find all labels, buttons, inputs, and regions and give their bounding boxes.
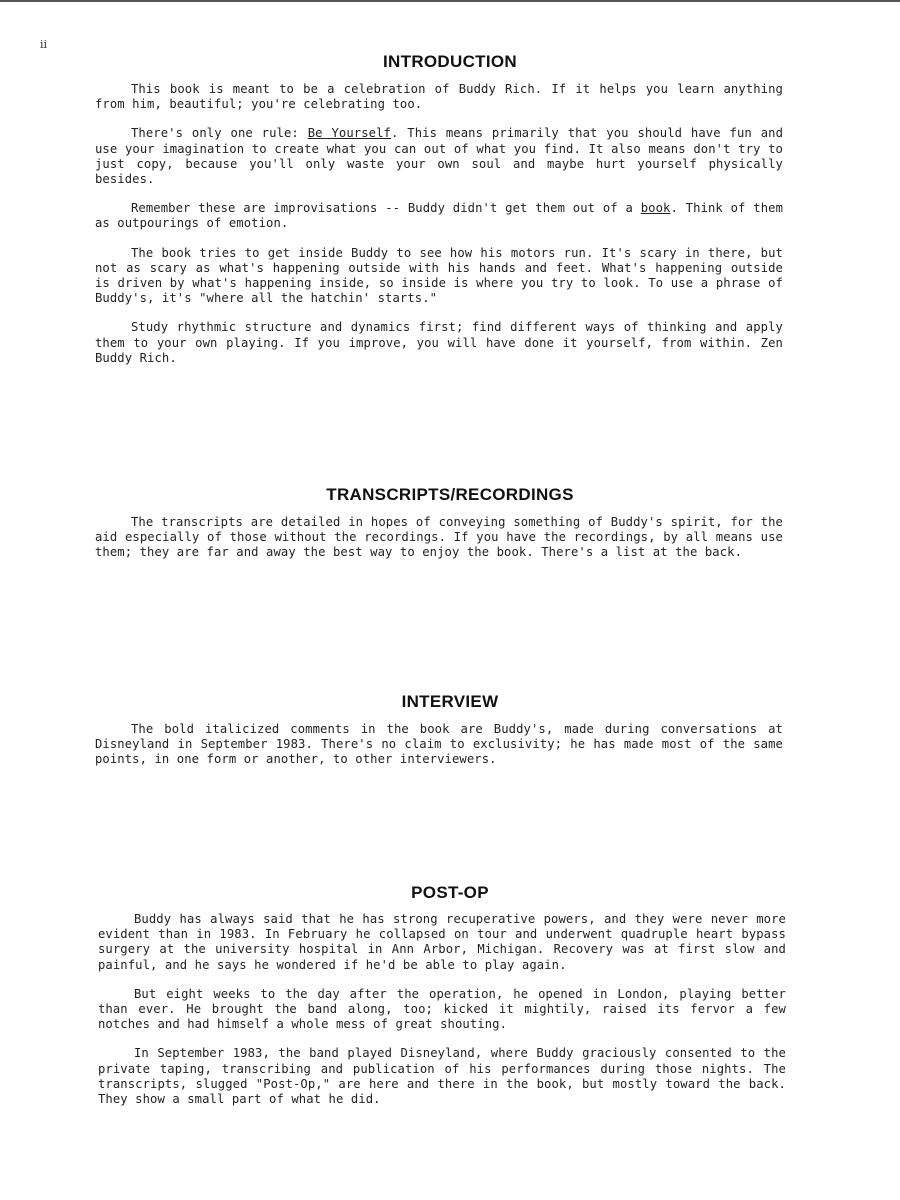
transcripts-recordings-heading: TRANSCRIPTS/RECORDINGS [326, 485, 574, 504]
transcripts-recordings-section [95, 515, 783, 575]
introduction-paragraph-3 [95, 201, 783, 231]
post-op-section [98, 912, 786, 1121]
introduction-section [95, 82, 783, 380]
introduction-paragraph-1: This book is meant to be a celebration of Buddy Rich. If it helps you learn anything from him, beautiful; you're celebrating too. [95, 82, 783, 112]
post-op-heading: POST-OP [411, 883, 489, 902]
introduction-paragraph-3-rest: . Think of them as outpourings of emotion. [95, 201, 784, 231]
introduction-paragraph-3-start: Remember these are improvisations -- Buddy didn't get them out of a [131, 201, 641, 216]
book-underlined: book [640, 201, 671, 216]
post-op-paragraph-2: But eight weeks to the day after the operation, he opened in London, playing better than ever. He brought the band along, too; kicked it mightily, raised its fervor a few notches and had himself a whole mess of great shouting. [98, 986, 786, 1032]
post-op-paragraph-3: In September 1983, the band played Disneyland, where Buddy graciously consented to the private taping, transcribing and publication of his performances during those nights. The transcripts, slugged "Post-Op," are here and there in the book, but mostly toward the back. They show a small part of what he did. [98, 1046, 786, 1107]
interview-paragraph-1: The bold italicized comments in the book are Buddy's, made during conversations at Disneyland in September 1983. There's no claim to exclusivity; he has made most of the same points, in one form or another, to other interviewers. [95, 722, 783, 767]
interview-section [95, 722, 783, 782]
page-number: ii [40, 38, 48, 51]
introduction-paragraph-4: The book tries to get inside Buddy to see how his motors run. It's scary in there, but not as scary as what's happening outside with his hands and feet. What's happening outside is driven by what's happening inside, so inside is where you try to look. To use a phrase of Buddy's, it's "where all the hatchin' starts." [95, 245, 783, 306]
be-yourself-underlined: Be Yourself [307, 126, 391, 141]
introduction-paragraph-2 [95, 126, 783, 187]
post-op-paragraph-1: Buddy has always said that he has strong recuperative powers, and they were never more evident than in 1983. In February he collapsed on tour and underwent quadruple heart bypass surgery at the university hospital in Ann Arbor, Michigan. Recovery was at first slow and painful, and he says he wondered if he'd be able to play again. [98, 912, 786, 972]
transcripts-paragraph-1: The transcripts are detailed in hopes of conveying something of Buddy's spirit, for the aid especially of those without the recordings. If you have the recordings, by all means use them; they are far and away the best way to enjoy the book. There's a list at the back. [95, 515, 783, 560]
introduction-paragraph-2-rest: . This means primarily that you should have fun and use your imagination to create what you can out of what you find. It also means don't try to just copy, because you'll only waste your own soul and maybe hurt yourself physically besides. [95, 126, 784, 187]
introduction-paragraph-5: Study rhythmic structure and dynamics first; find different ways of thinking and apply them to your own playing. If you improve, you will have done it yourself, from within. Zen Buddy Rich. [95, 320, 783, 365]
introduction-paragraph-2-start: There's only one rule: [131, 126, 308, 141]
interview-heading: INTERVIEW [401, 692, 499, 711]
top-border-rule [0, 0, 900, 2]
introduction-heading: INTRODUCTION [383, 52, 517, 71]
